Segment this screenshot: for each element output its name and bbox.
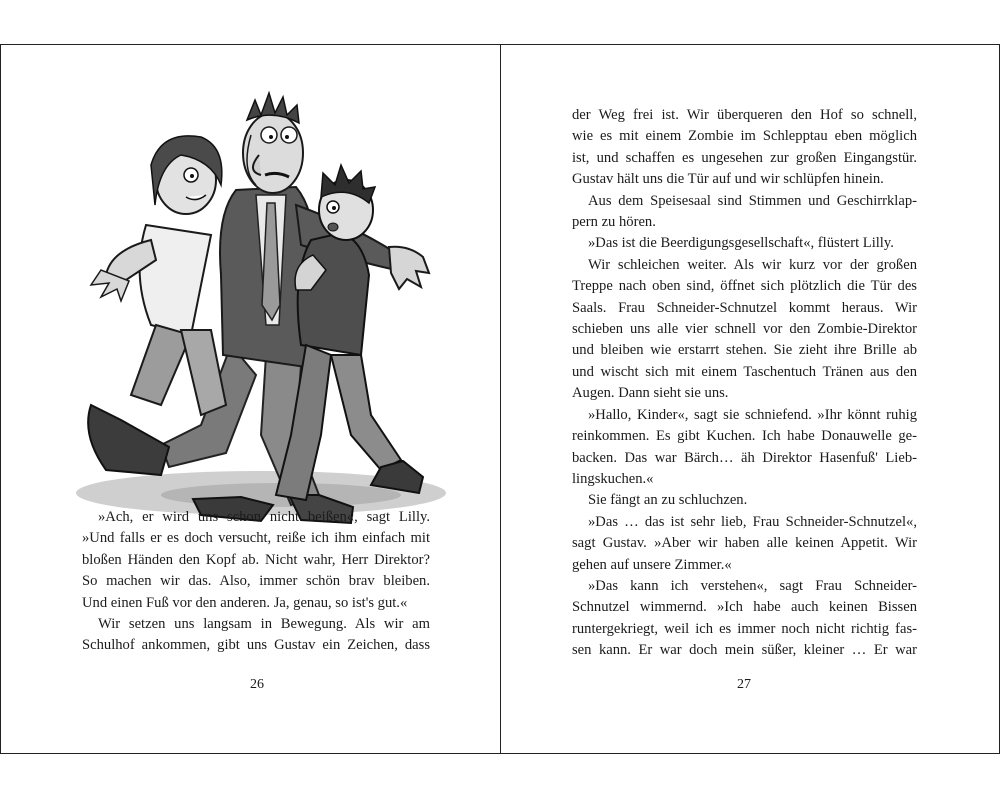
text-line: »Ach, er wird uns schon nicht beißen«, sagt Lilly. — [98, 509, 430, 525]
text-line: »Hallo, Kinder«, sagt sie schniefend. »Ihr könnt ruhig — [588, 406, 917, 423]
text-line: runtergekriegt, weil ich es immer noch nicht richtig fas- — [572, 620, 917, 637]
text-line: gehen auf unsere Zimmer.« — [572, 556, 732, 573]
paragraph — [572, 490, 917, 511]
text-line: Wir schleichen weiter. Als wir kurz vor der großen — [588, 256, 917, 273]
paragraph — [572, 105, 917, 191]
text-line: reinkommen. Es gibt Kuchen. Ich habe Donauwelle ge- — [572, 428, 917, 445]
text-line: Treppe nach oben sind, öffnet sich plötzlich die Tür des — [572, 278, 917, 295]
text-line: Aus dem Speisesaal sind Stimmen und Geschirrklap- — [588, 192, 917, 209]
left-page-text — [82, 507, 430, 657]
right-page — [501, 45, 999, 753]
text-line: sen kann. Er war doch mein süßer, kleiner … Er war — [572, 642, 917, 659]
text-line: »Das ist die Beerdigungsgesellschaft«, flüstert Lilly. — [588, 235, 894, 252]
text-line: Schulhof ankommen, gibt uns Gustav ein Zeichen, dass — [82, 637, 430, 654]
text-line: »Das … das ist sehr lieb, Frau Schneider-Schnutzel«, — [588, 513, 917, 530]
text-line: Wir setzen uns langsam in Bewegung. Als wir am — [98, 616, 430, 633]
paragraph — [572, 233, 917, 254]
text-line: lingskuchen.« — [572, 470, 654, 487]
paragraph — [572, 512, 917, 576]
paragraph — [572, 255, 917, 405]
text-line: Und einen Fuß vor den anderen. Ja, genau, so ist's gut.« — [82, 594, 408, 611]
page-number: 27 — [737, 677, 751, 692]
text-line: der Weg frei ist. Wir überqueren den Hof so schnell, — [572, 107, 917, 123]
text-line: Gustav hält uns die Tür auf und wir schlüpfen hinein. — [572, 171, 884, 188]
paragraph — [572, 191, 917, 234]
text-line: »Das kann ich verstehen«, sagt Frau Schneider- — [588, 577, 917, 594]
text-line: ist, und schaffen es ungesehen zur großen Eingangstür. — [572, 149, 917, 166]
text-line: und wischt sich mit einem Taschentuch Tränen aus den — [572, 363, 917, 380]
text-line: und bleiben wie erstarrt stehen. Sie zieht ihre Brille ab — [572, 342, 917, 359]
text-line: pern zu hören. — [572, 214, 656, 231]
zombie-director-illustration — [51, 75, 461, 530]
text-line: »Und falls er es doch versucht, reiße ich ihm einfach mit — [82, 530, 430, 547]
text-line: schieben uns alle vier schnell vor den Zombie-Direktor — [572, 321, 917, 338]
paragraph — [572, 576, 917, 662]
text-line: bloßen Händen den Kopf ab. Nicht wahr, Herr Direktor? — [82, 551, 430, 568]
text-line: So machen wir das. Also, immer schön brav bleiben. — [82, 573, 430, 590]
text-line: Augen. Dann sieht sie uns. — [572, 385, 729, 402]
book-spread — [0, 44, 1000, 754]
left-page — [1, 45, 500, 753]
page-number: 26 — [250, 677, 264, 692]
text-line: sagt Gustav. »Aber wir haben alle keinen Appetit. Wir — [572, 535, 917, 552]
text-line: backen. Das war Bärch… äh Direktor Hasenfuß' Lieb- — [572, 449, 917, 466]
paragraph — [572, 405, 917, 491]
paragraph — [82, 614, 430, 657]
right-page-text — [572, 105, 917, 662]
text-line: Saals. Frau Schneider-Schnutzel kommt heraus. Wir — [572, 299, 917, 316]
text-line: Schnutzel wimmernd. »Ich habe auch keinen Bissen — [572, 599, 917, 616]
text-line: wie es mit einem Zombie im Schlepptau eben möglich — [572, 128, 917, 145]
paragraph — [82, 507, 430, 614]
text-line: Sie fängt an zu schluchzen. — [588, 492, 748, 509]
